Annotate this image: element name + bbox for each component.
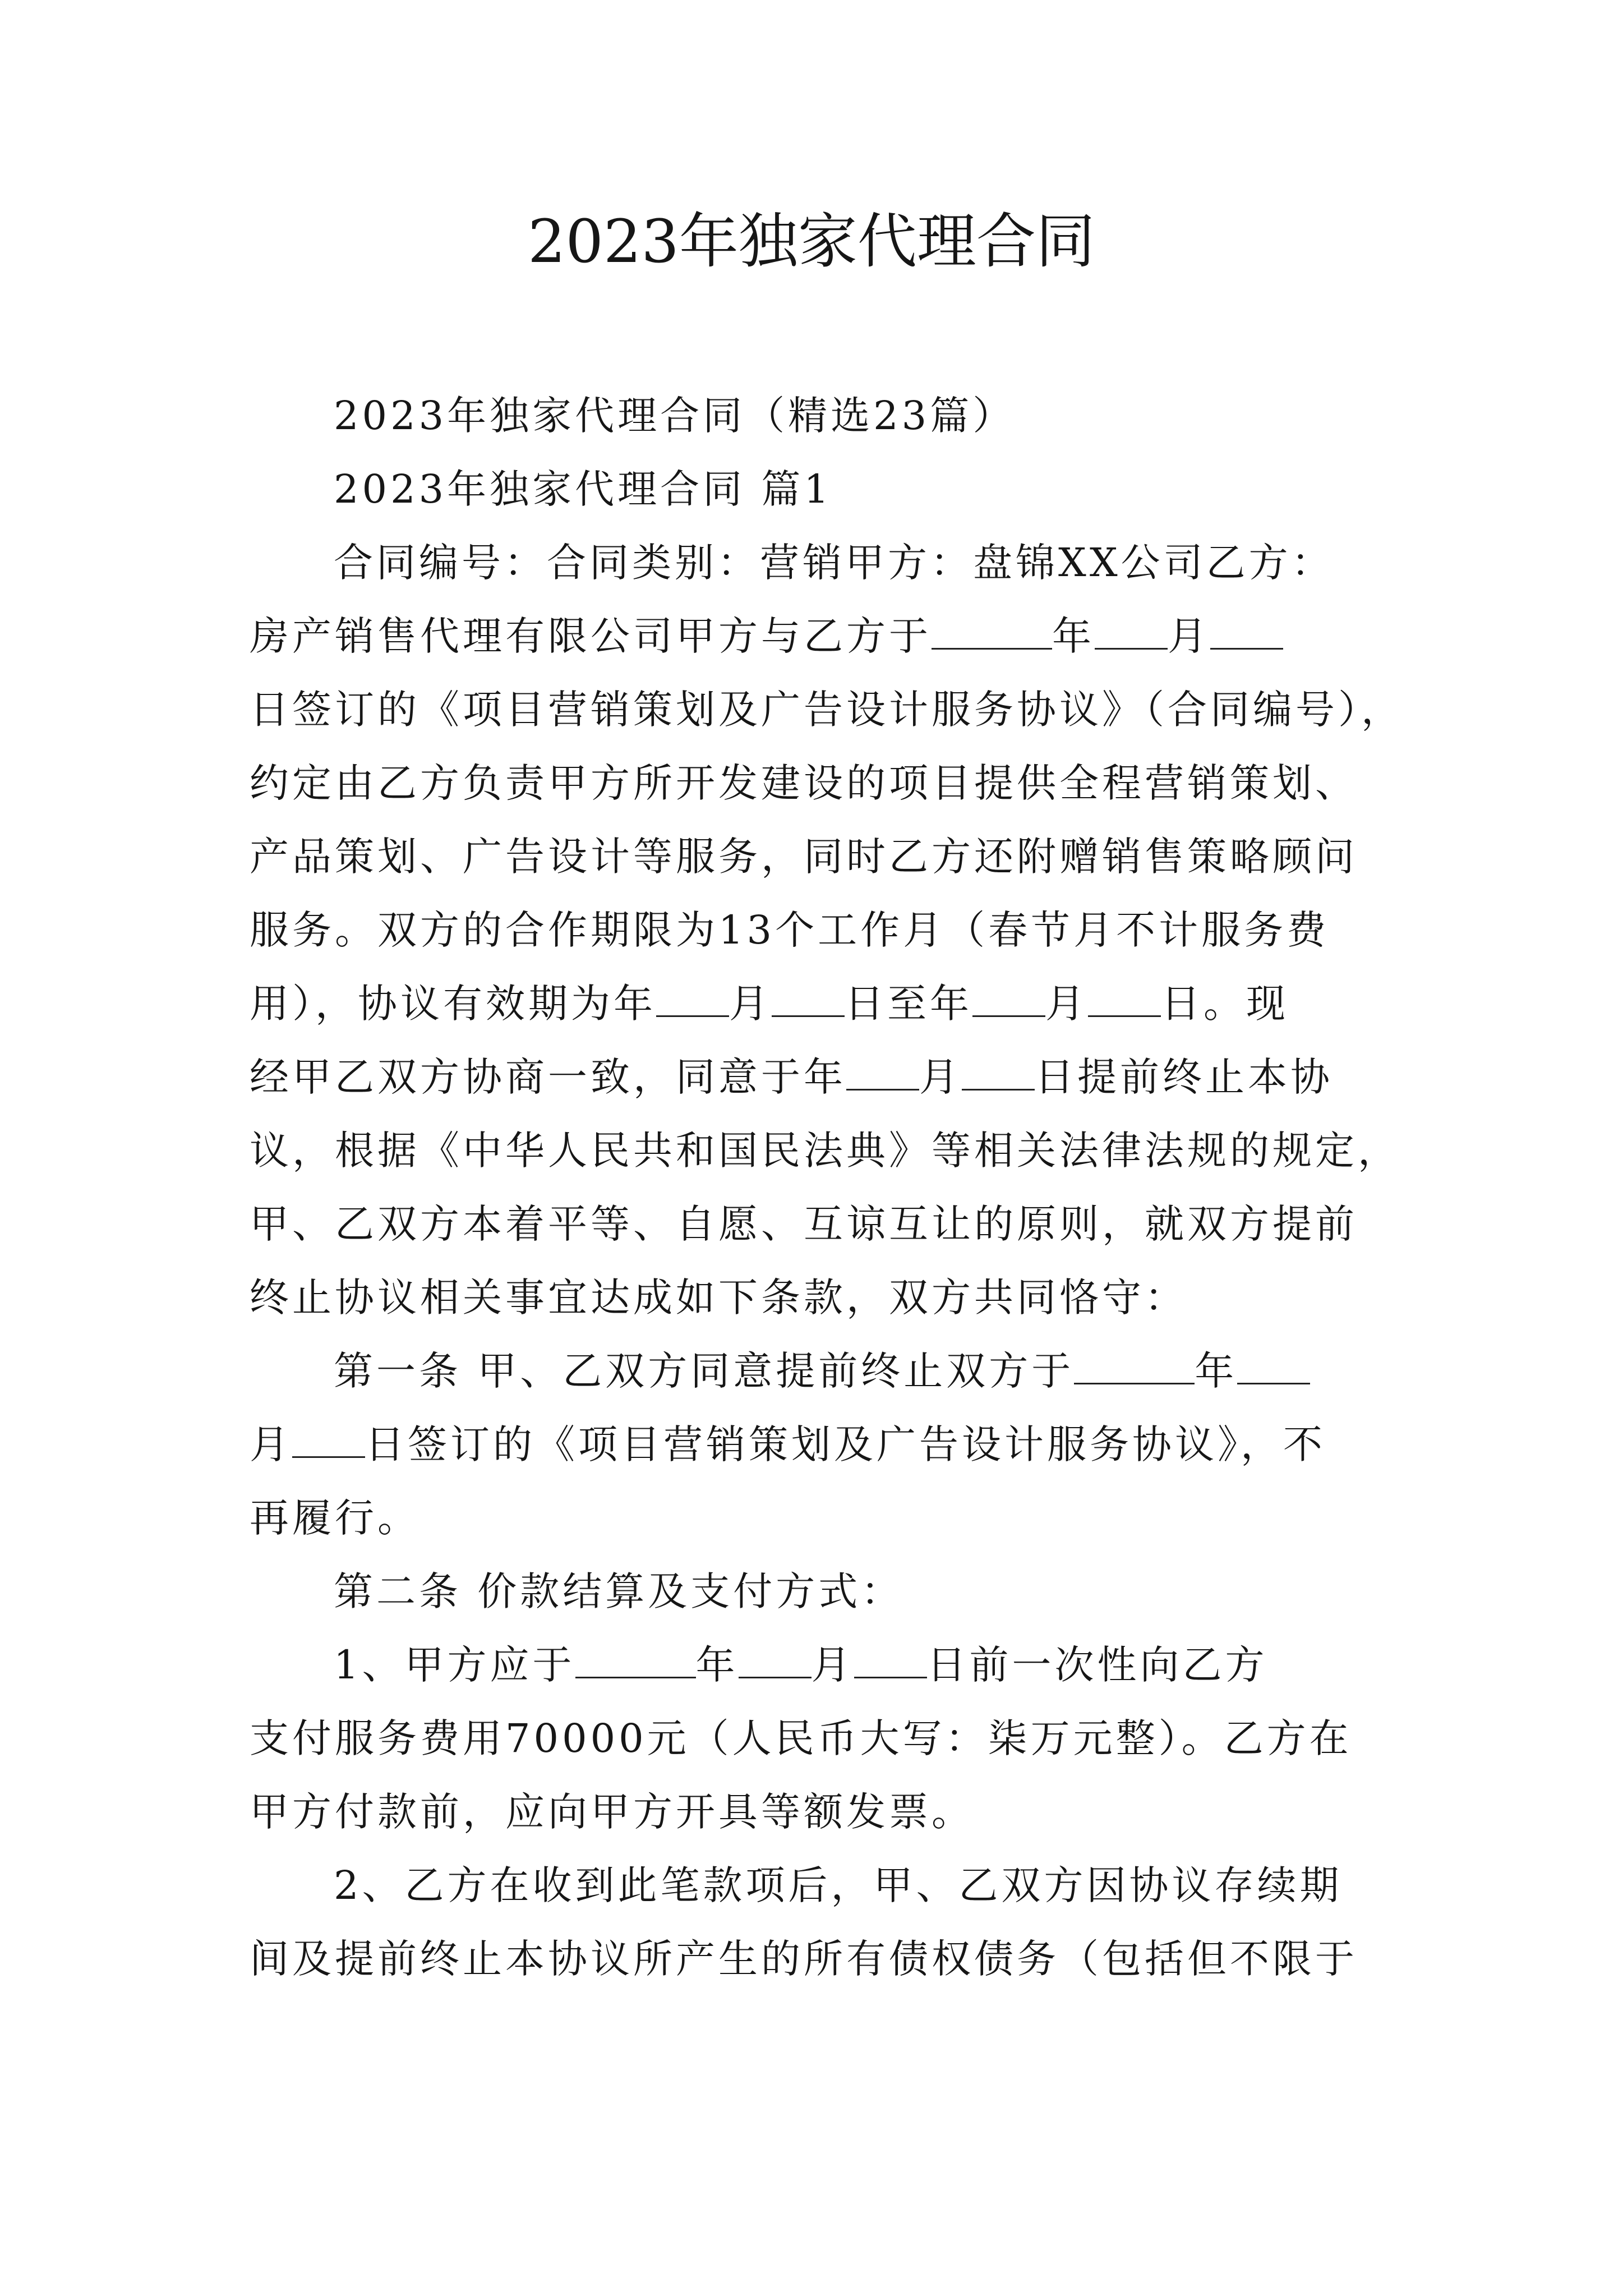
text-segment: 第一条 甲、乙双方同意提前终止双方于 [334,1348,1075,1394]
body-line: 日签订的《项目营销策划及广告设计服务协议》（合同编号）， [250,687,1404,733]
body-line: 2、乙方在收到此笔款项后，甲、乙双方因协议存续期 [334,1862,1343,1908]
text-segment: 日签订的《项目营销策划及广告设计服务协议》，不 [365,1421,1326,1467]
fill-blank [1088,976,1161,1017]
text-segment: 月 [1168,613,1210,659]
fill-blank [575,1637,696,1678]
fill-blank [846,1050,919,1091]
body-line [250,1408,1391,1481]
text-segment: 月 [919,1054,962,1100]
fill-blank [962,1050,1035,1091]
text-segment: 1、甲方应于 [334,1642,575,1688]
body-line: 间及提前终止本协议所产生的所有债权债务（包括但不限于 [250,1936,1358,1982]
body-line: 合同编号：合同类别：营销甲方：盘锦XX公司乙方： [334,540,1334,586]
body-line: 议，根据《中华人民共和国民法典》等相关法律法规的规定， [250,1128,1400,1174]
body-line [250,1041,1391,1114]
body-line [250,967,1391,1041]
fill-blank [1237,1343,1310,1384]
document-title: 2023年独家代理合同 [528,207,1095,276]
fill-blank [854,1637,927,1678]
text-segment: 月 [250,1421,292,1467]
body-line: 再履行。 [250,1495,420,1541]
body-line: 约定由乙方负责甲方所开发建设的项目提供全程营销策划、 [250,760,1358,806]
fill-blank [292,1417,365,1458]
body-line: 服务。双方的合作期限为13个工作月（春节月不计服务费 [250,907,1330,953]
body-line: 终止协议相关事宜达成如下条款，双方共同恪守： [250,1274,1187,1320]
text-segment: 月 [1045,981,1088,1027]
fill-blank [1095,609,1168,650]
text-segment: 日提前终止本协 [1035,1054,1333,1100]
text-segment: 月 [811,1642,854,1688]
text-segment: 经甲乙双方协商一致，同意于年 [250,1054,846,1100]
fill-blank [972,976,1045,1017]
fill-blank [739,1637,811,1678]
body-line [250,600,1391,673]
text-segment: 房产销售代理有限公司甲方与乙方于 [250,613,932,659]
body-line: 甲、乙双方本着平等、自愿、互谅互让的原则，就双方提前 [250,1201,1358,1247]
fill-blank [1210,609,1283,650]
text-segment: 用），协议有效期为年 [250,981,656,1027]
body-line [250,1628,1391,1702]
body-line: 第二条 价款结算及支付方式： [334,1568,904,1614]
document-body [250,379,1404,1996]
fill-blank [772,976,845,1017]
fill-blank [1074,1343,1195,1384]
text-segment: 年 [1195,1348,1238,1394]
fill-blank [932,609,1052,650]
text-segment: 日。现 [1161,981,1289,1027]
text-segment: 年 [695,1642,739,1688]
body-line: 产品策划、广告设计等服务，同时乙方还附赠销售策略顾问 [250,834,1358,880]
body-line [250,1335,1391,1408]
text-segment: 年 [1052,613,1095,659]
fill-blank [656,976,729,1017]
body-line: 甲方付款前，应向甲方开具等额发票。 [250,1789,974,1835]
body-line: 2023年独家代理合同 篇1 [334,466,832,512]
body-line: 支付服务费用70000元（人民币大写：柒万元整）。乙方在 [250,1715,1352,1761]
text-segment: 日前一次性向乙方 [926,1642,1268,1688]
text-segment: 月 [729,981,772,1027]
body-line: 2023年独家代理合同（精选23篇） [334,393,1016,439]
text-segment: 日至年 [845,981,972,1027]
